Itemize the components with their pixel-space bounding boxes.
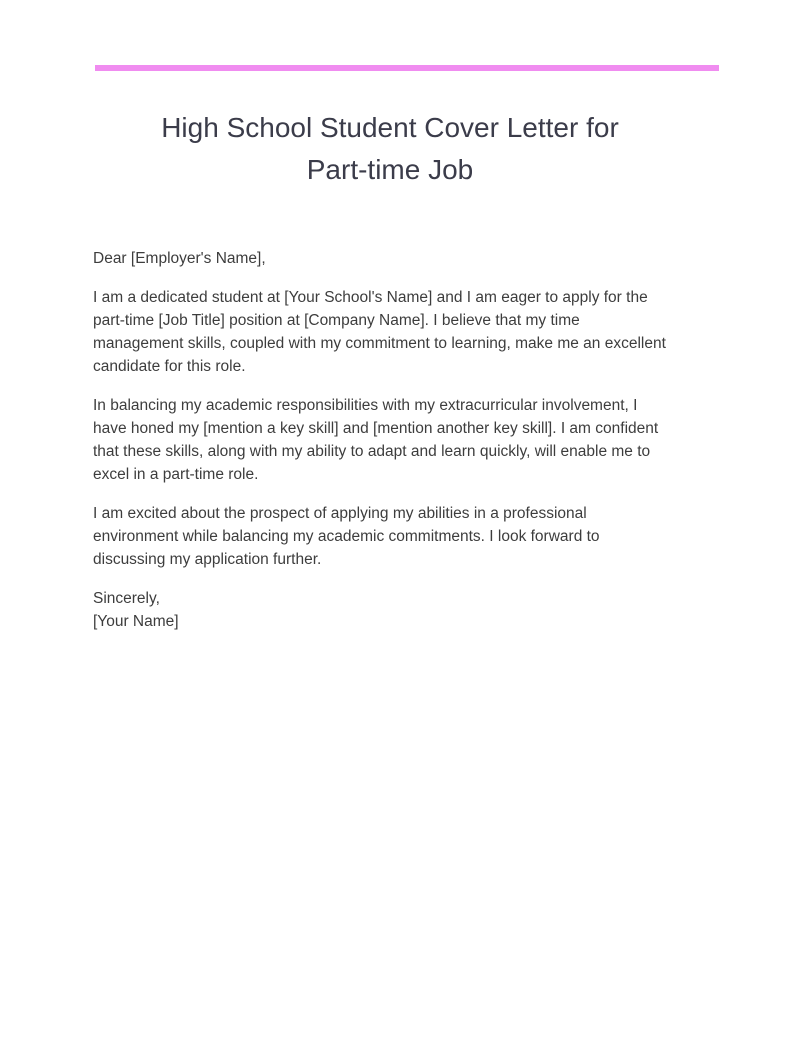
paragraph-3 <box>93 502 693 571</box>
accent-bar <box>95 65 719 71</box>
page-title <box>95 107 685 191</box>
text-line: that these skills, along with my ability to adapt and learn quickly, will enable me to <box>93 443 651 460</box>
paragraph-1 <box>93 286 693 378</box>
title-line: High School Student Cover Letter for <box>161 112 619 143</box>
signature: [Your Name] <box>93 613 179 630</box>
text-line: have honed my [mention a key skill] and [mention another key skill]. I am confident <box>93 420 659 437</box>
title-line: Part-time Job <box>306 154 474 185</box>
text-line: discussing my application further. <box>93 551 322 568</box>
salutation: Dear [Employer's Name], <box>93 250 266 267</box>
text-line: environment while balancing my academic commitments. I look forward to <box>93 528 600 545</box>
text-line: candidate for this role. <box>93 358 246 375</box>
paragraph-2 <box>93 394 693 486</box>
text-line: I am excited about the prospect of applying my abilities in a professional <box>93 505 587 522</box>
letter-body <box>93 247 693 649</box>
text-line: part-time [Job Title] position at [Company Name]. I believe that my time <box>93 312 580 329</box>
text-line: management skills, coupled with my commitment to learning, make me an excellent <box>93 335 666 352</box>
text-line: In balancing my academic responsibilities with my extracurricular involvement, I <box>93 397 638 414</box>
text-line: I am a dedicated student at [Your School's Name] and I am eager to apply for the <box>93 289 648 306</box>
closing: Sincerely, <box>93 590 160 607</box>
closing-block <box>93 587 693 633</box>
text-line: excel in a part-time role. <box>93 466 259 483</box>
